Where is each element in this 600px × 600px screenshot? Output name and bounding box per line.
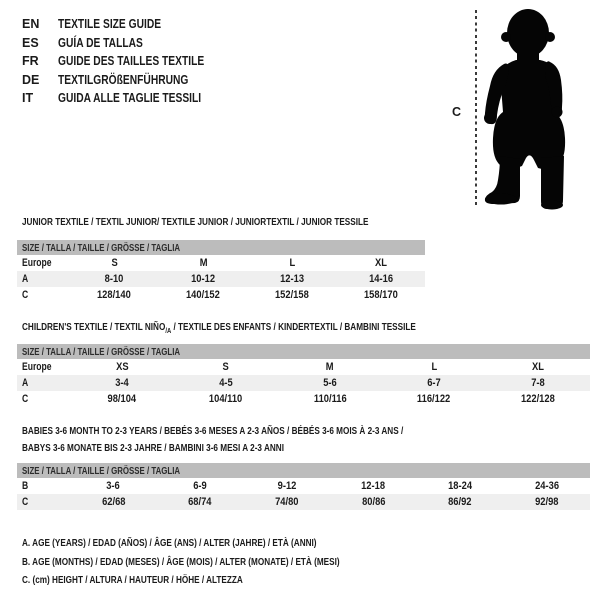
children-table-title (22, 319, 527, 336)
size-header-bar (17, 344, 590, 359)
table-row (17, 494, 590, 510)
lang-label: GUIDA ALLE TAGLIE TESSILI (58, 91, 202, 106)
lang-code: IT (22, 91, 34, 106)
children-size-table (17, 344, 590, 407)
measure-label-c: C (452, 105, 462, 119)
lang-code: ES (22, 35, 39, 50)
babies-title-line2: BABYS 3-6 MONATE BIS 2-3 JAHRE / BAMBINI 3-6 MESI A 2-3 ANNI (22, 442, 284, 454)
cell: 92/98 (534, 496, 559, 508)
cell: M (326, 361, 334, 373)
cell: 3-4 (115, 377, 129, 389)
size-header-bar (17, 463, 590, 478)
cell: 116/122 (417, 393, 451, 405)
cell: 86/92 (448, 496, 472, 508)
size-header-text: SIZE / TALLA / TAILLE / GRÖSSE / TAGLIA (22, 241, 181, 254)
cell: 104/110 (209, 393, 243, 405)
row-label: C (22, 496, 29, 508)
table-row (17, 359, 590, 375)
cell: 10-12 (191, 273, 216, 285)
cell: 24-36 (534, 480, 559, 492)
cell: XL (374, 257, 387, 269)
language-title-block (22, 15, 236, 108)
cell: S (222, 361, 230, 373)
lang-row-es (22, 34, 236, 53)
note-a: A. AGE (YEARS) / EDAD (AÑOS) / ÂGE (ANS) / ALTER (JAHRE) / ETÀ (ANNI) (22, 537, 317, 550)
size-header-bar (17, 240, 425, 255)
cell: 12-13 (279, 273, 304, 285)
row-label: Europe (22, 361, 52, 373)
lang-code: DE (22, 72, 40, 87)
lang-row-de (22, 71, 236, 90)
cell: 5-6 (323, 377, 337, 389)
cell: 110/116 (313, 393, 347, 405)
lang-label: TEXTILGRÖßENFÜHRUNG (58, 72, 189, 87)
babies-table-title (22, 423, 511, 457)
row-label: A (22, 377, 29, 389)
cell: 3-6 (106, 480, 121, 492)
cell: 98/104 (107, 393, 137, 405)
row-label: A (22, 273, 29, 285)
table-row (17, 391, 590, 407)
cell: M (199, 257, 208, 269)
cell: 128/140 (97, 289, 132, 301)
legend-notes (22, 534, 429, 590)
row-label: C (22, 393, 29, 405)
junior-table-title (22, 214, 466, 231)
lang-row-it (22, 89, 236, 108)
cell: 9-12 (277, 480, 297, 492)
cell: L (289, 257, 295, 269)
cell: 18-24 (448, 480, 472, 492)
babies-size-table (17, 463, 590, 510)
lang-row-en (22, 15, 236, 34)
cell: 68/74 (188, 496, 212, 508)
cell: 74/80 (274, 496, 299, 508)
lang-code: EN (22, 17, 40, 32)
row-label: Europe (22, 257, 52, 269)
lang-label: GUÍA DE TALLAS (58, 35, 143, 50)
cell: 8-10 (105, 273, 124, 285)
note-c: C. (cm) HEIGHT / ALTURA / HAUTEUR / HÖHE / ALTEZZA (22, 574, 243, 587)
cell: XL (532, 361, 544, 373)
cell: 158/170 (363, 289, 398, 301)
nino-a-subscript: /A (165, 326, 172, 335)
toddler-silhouette (480, 6, 580, 210)
cell: 80/86 (361, 496, 386, 508)
lang-code: FR (22, 54, 39, 69)
cell: 122/128 (521, 393, 555, 405)
height-dashed-line (475, 10, 477, 208)
cell: L (431, 361, 437, 373)
lang-label: GUIDE DES TAILLES TEXTILE (58, 54, 205, 69)
babies-title-line1: BABIES 3-6 MONTH TO 2-3 YEARS / BEBÉS 3-6 MESES A 2-3 AÑOS / BÉBÉS 3-6 MOIS À 2-3 ANS / (22, 425, 404, 437)
children-table-title-text: CHILDREN'S TEXTILE / TEXTIL $NIÑO_{/A}$ / TEXTILE DES ENFANTS / KINDERTEXTIL / BAMBINI TESSILE (22, 321, 416, 335)
lang-row-fr (22, 52, 236, 71)
cell: S (111, 257, 118, 269)
table-row (17, 271, 425, 287)
table-row (17, 255, 425, 271)
cell: 140/152 (186, 289, 221, 301)
cell: 152/158 (274, 289, 309, 301)
table-row (17, 478, 590, 494)
size-header-text: SIZE / TALLA / TAILLE / GRÖSSE / TAGLIA (22, 345, 181, 358)
cell: 6-9 (193, 480, 207, 492)
cell: 14-16 (368, 273, 393, 285)
table-row (17, 375, 590, 391)
lang-label: TEXTILE SIZE GUIDE (58, 17, 162, 32)
cell: 7-8 (531, 377, 545, 389)
cell: XS (115, 361, 129, 373)
table-row (17, 287, 425, 303)
cell: 12-18 (361, 480, 386, 492)
junior-table-title-text: JUNIOR TEXTILE / TEXTIL JUNIOR/ TEXTILE JUNIOR / JUNIORTEXTIL / JUNIOR TESSILE (22, 216, 369, 228)
size-header-text: SIZE / TALLA / TAILLE / GRÖSSE / TAGLIA (22, 464, 181, 477)
note-b: B. AGE (MONTHS) / EDAD (MESES) / ÂGE (MOIS) / ALTER (MONATE) / ETÀ (MESI) (22, 555, 340, 568)
cell: 62/68 (101, 496, 126, 508)
junior-size-table (17, 240, 425, 303)
cell: 6-7 (427, 377, 441, 389)
row-label: C (22, 289, 29, 301)
cell: 4-5 (219, 377, 233, 389)
row-label: B (22, 480, 29, 492)
